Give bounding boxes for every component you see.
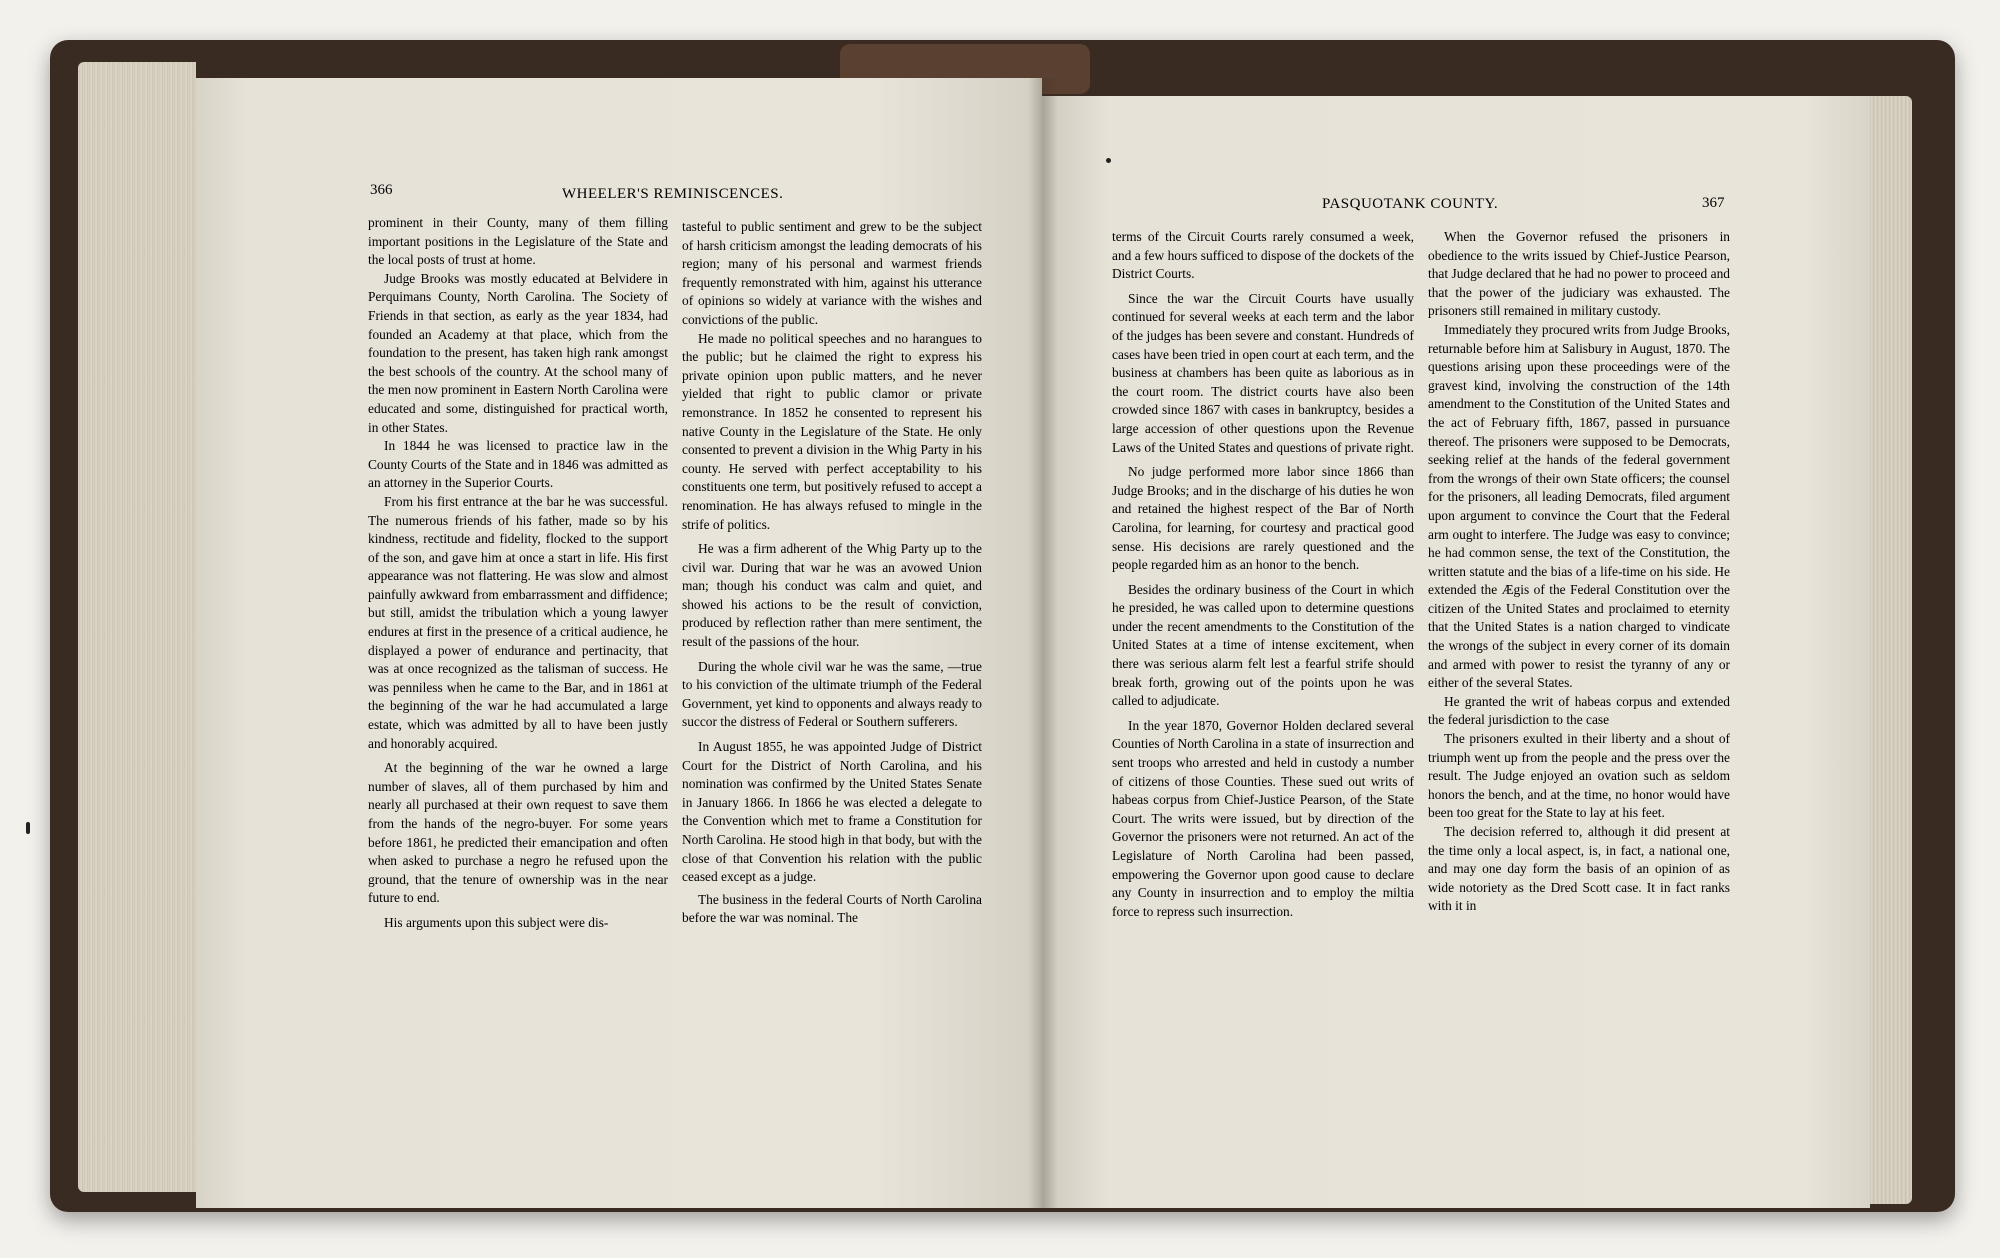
left-page-number: 366 <box>370 182 393 198</box>
right-page-edges <box>1870 96 1912 1204</box>
paragraph: When the Governor refused the prisoners in obedience to the writs issued by Chief-Justice Pearson, that Judge declared that he had no power to proceed and that the power of the judiciary was exhausted. The prisoners still remained in military custody. <box>1428 229 1730 319</box>
right-page-column-2 <box>1428 228 1730 916</box>
paragraph: He made no political speeches and no harangues to the public; but he claimed the right to express his private opinion upon public matters, and he never yielded that right to public clamor or private remonstrance. In 1852 he consented to represent his native County in the Legislature of the State. He only consented to prevent a division in the Whig Party in his county. He served with perfect acceptability to his constituents one term, but positively refused to accept a renomination. He has always refused to mingle in the strife of politics. <box>682 330 982 532</box>
left-page-edges <box>78 62 196 1192</box>
paragraph: In the year 1870, Governor Holden declared several Counties of North Carolina in a state of insurrection and sent troops who arrested and held in custody a number of citizens of those Counties. These sued out writs of habeas corpus from Chief-Justice Pearson, of the State Court. The writs were issued, but by direction of the Governor the prisoners were not returned. An act of the Legislature of North Carolina had been passed, empowering the Governor upon good cause to declare any County in insurrection and to employ the miltia force to repress such insurrection. <box>1112 717 1414 919</box>
paragraph: During the whole civil war he was the same, —true to his conviction of the ultimate triumph of the Federal Government, yet kind to opponents and always ready to succor the distress of Federal or Southern sufferers. <box>682 658 982 730</box>
paragraph: Since the war the Circuit Courts have usually continued for several weeks at each term and the labor of the judges has been severe and constant. Hundreds of cases have been tried in open court at each term, and the business at chambers has been quite as laborious as in the court room. The district courts have also been crowded since 1867 with cases in bankruptcy, besides a large accession of other questions upon the Revenue Laws of the United States and questions of private right. <box>1112 290 1414 455</box>
paragraph: The prisoners exulted in their liberty and a shout of triumph went up from the people and the press over the result. The Judge enjoyed an ovation such as seldom honors the bench, and at the time, no honor would have been too great for the State to lay at his feet. <box>1428 731 1730 821</box>
paragraph: terms of the Circuit Courts rarely consumed a week, and a few hours sufficed to dispose of the dockets of the District Courts. <box>1112 229 1414 282</box>
paragraph: Judge Brooks was mostly educated at Belvidere in Perquimans County, North Carolina. The Society of Friends in that section, as early as the year 1834, had founded an Academy at that place, which from the foundation to the present, has taken high rank amongst the best schools of the country. At the school many of the men now prominent in Eastern North Carolina were educated and some, distinguished for practical worth, in other States. <box>368 270 668 435</box>
left-page-column-2 <box>682 218 982 928</box>
paragraph: tasteful to public sentiment and grew to be the subject of harsh criticism amongst the leading democrats of his region; many of his personal and warmest friends frequently remonstrated with him, against his utterance of opinions so widely at variance with the wishes and convictions of the public. <box>682 219 982 327</box>
ink-speck <box>1106 158 1111 163</box>
paragraph: Besides the ordinary business of the Court in which he presided, he was called upon to determine questions under the recent amendments to the Constitution of the United States at a time of intense excitement, when there was serious alarm felt lest a fearful strife should break forth, growing out of the points upon he was called to adjudicate. <box>1112 581 1414 709</box>
paragraph: In 1844 he was licensed to practice law in the County Courts of the State and in 1846 was admitted as an attorney in the Superior Courts. <box>368 438 668 491</box>
paragraph: He was a firm adherent of the Whig Party up to the civil war. During that war he was an avowed Union man; though his conduct was calm and quiet, and showed his actions to be the result of conviction, produced by reflection rather than mere sentiment, the result of the passions of the hour. <box>682 541 982 650</box>
ink-speck <box>26 822 30 834</box>
paragraph: Immediately they procured writs from Judge Brooks, returnable before him at Salisbury in August, 1870. The questions arising upon these proceedings were of the gravest kind, involving the construction of the 14th amendment to the Constitution of the United States and the act of February fifth, 1867, passed in pursuance thereof. The prisoners were supposed to be Democrats, seeking relief at the hands of the federal government from the wrongs of their own State officers; the counsel for the prisoners, all leading Democrats, filed argument upon argument to convince the Court that the Federal arm ought to interfere. The Judge was easy to convince; he had common sense, the text of the Constitution, the written statute and the bias of a life-time on his side. He extended the Ægis of the Federal Constitution over the citizen of the United States and proclaimed to eternity that the United States is a nation charged to vindicate the wrongs of the subject in every corner of its domain and armed with power to resist the tyranny of any or either of the several States. <box>1428 321 1730 691</box>
paragraph: No judge performed more labor since 1866 than Judge Brooks; and in the discharge of his duties he won and retained the highest respect of the Bar of North Carolina, for learning, for courtesy and practical good sense. His decisions are rarely questioned and the people regarded him as an honor to the bench. <box>1112 464 1414 573</box>
paragraph: From his first entrance at the bar he was successful. The numerous friends of his father, made so by his kindness, rectitude and fidelity, flocked to the support of the son, and gave him at once a start in life. His first appearance was not flattering. He was slow and almost painfully awkward from embarrassment and diffidence; but still, amidst the tribulation which a young lawyer endures at first in the presence of a critical audience, he displayed a power of endurance and pertinacity, that was at once recognized as the talisman of success. He was penniless when he came to the Bar, and in 1861 at the beginning of the war he had accumulated a large estate, which was admitted by all to have been justly and honorably acquired. <box>368 493 668 751</box>
paragraph: The business in the federal Courts of North Carolina before the war was nominal. The <box>682 891 982 926</box>
left-running-head: WHEELER'S REMINISCENCES. <box>562 186 784 202</box>
paragraph: prominent in their County, many of them filling important positions in the Legislature of the State and the local posts of trust at home. <box>368 215 668 268</box>
paragraph: He granted the writ of habeas corpus and extended the federal jurisdiction to the case <box>1428 693 1730 728</box>
paragraph: His arguments upon this subject were dis- <box>384 914 609 930</box>
paragraph: The decision referred to, although it did present at the time only a local aspect, is, in fact, a national one, and may one day form the basis of an opinion of as wide notoriety as the Dred Scott case. It in fact ranks with it in <box>1428 824 1730 914</box>
right-page-column-1 <box>1112 228 1414 921</box>
left-page-column-1 <box>368 214 668 933</box>
book-gutter <box>1028 78 1058 1208</box>
right-running-head: PASQUOTANK COUNTY. <box>1322 196 1499 212</box>
paragraph: At the beginning of the war he owned a large number of slaves, all of them purchased by him and nearly all purchased at their own request to save them from the hands of the negro-buyer. For some years before 1861, he predicted their emancipation and often when asked to purchase a negro he refused upon the ground, that the tenure of ownership was in the near future to end. <box>368 760 668 906</box>
paragraph: In August 1855, he was appointed Judge of District Court for the District of North Carolina, and his nomination was confirmed by the United States Senate in January 1866. In 1866 he was elected a delegate to the Convention which met to frame a Constitution for North Carolina. He stood high in that body, but with the close of that Convention his relation with the public ceased except as a judge. <box>682 739 982 885</box>
right-page-number: 367 <box>1702 195 1725 211</box>
